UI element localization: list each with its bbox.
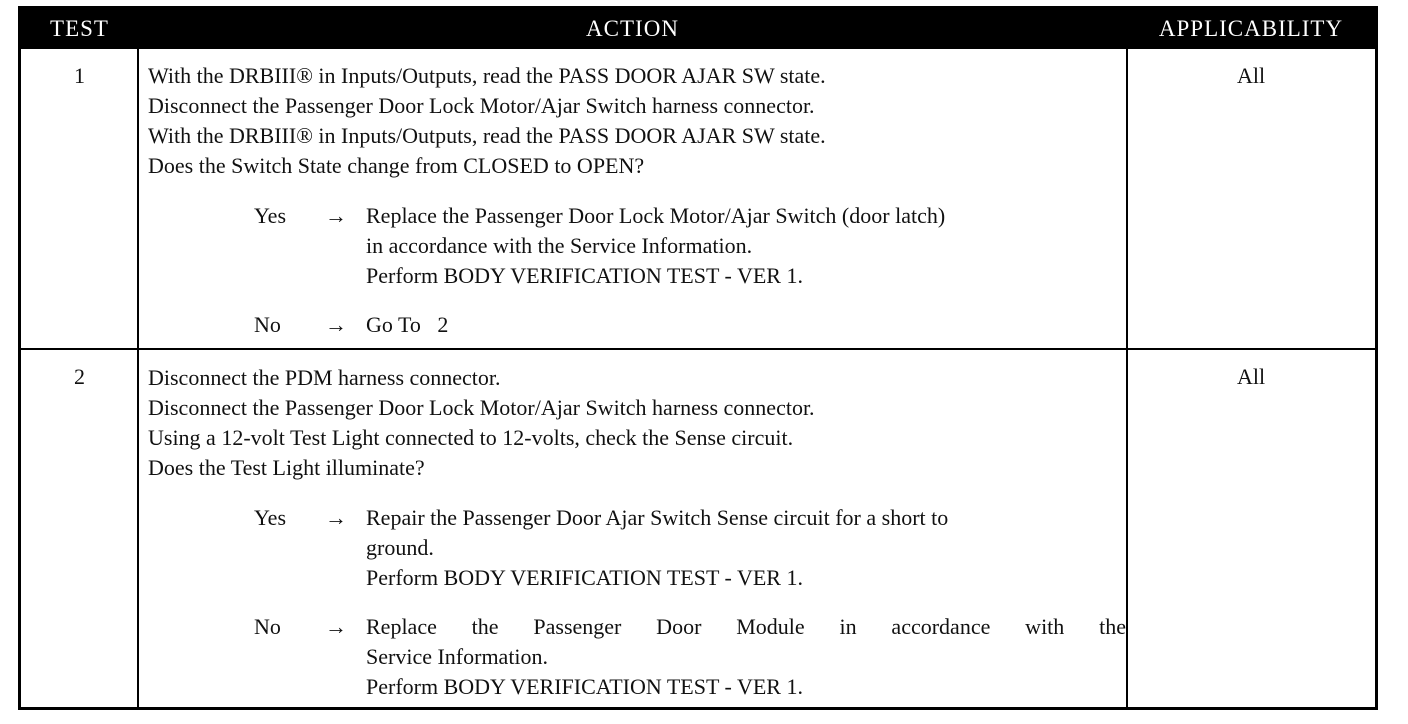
diagnostic-test-table	[18, 6, 1378, 710]
outcome-line: Go To 2	[366, 312, 449, 337]
arrow-icon: →	[325, 312, 347, 337]
outcome-line: Replace the Passenger Door Lock Motor/Ajar Switch (door latch)	[366, 203, 946, 228]
outcome-line: ground.	[366, 535, 434, 560]
arrow-icon: →	[325, 203, 347, 228]
outcome-text	[366, 612, 1126, 702]
action-step: Does the Test Light illuminate?	[148, 455, 425, 480]
outcome-line: Replace the Passenger Door Module in accordance with the	[366, 614, 1126, 639]
outcome-label: Yes	[254, 505, 287, 530]
header-action: ACTION	[586, 16, 679, 41]
outcome-line: Perform BODY VERIFICATION TEST - VER 1.	[366, 263, 803, 288]
outcome-line: in accordance with the Service Information.	[366, 233, 753, 258]
outcome-text	[366, 310, 1126, 340]
action-step: Does the Switch State change from CLOSED to OPEN?	[148, 153, 645, 178]
test-number: 2	[74, 364, 85, 389]
action-step: With the DRBIII® in Inputs/Outputs, read the PASS DOOR AJAR SW state.	[148, 63, 826, 88]
header-test: TEST	[50, 16, 109, 41]
outcome-line: Perform BODY VERIFICATION TEST - VER 1.	[366, 565, 803, 590]
applicability-value: All	[1236, 364, 1266, 389]
applicability-value: All	[1236, 63, 1266, 88]
table-header	[21, 9, 1375, 49]
action-step: Using a 12-volt Test Light connected to 12-volts, check the Sense circuit.	[148, 425, 794, 450]
outcome-text	[366, 201, 1126, 291]
outcome-line: Perform BODY VERIFICATION TEST - VER 1.	[366, 674, 803, 699]
action-step: Disconnect the PDM harness connector.	[148, 365, 501, 390]
action-step: Disconnect the Passenger Door Lock Motor/Ajar Switch harness connector.	[148, 93, 815, 118]
row-divider	[21, 348, 1375, 350]
outcome-line: Repair the Passenger Door Ajar Switch Sense circuit for a short to	[366, 505, 949, 530]
action-step: Disconnect the Passenger Door Lock Motor/Ajar Switch harness connector.	[148, 395, 815, 420]
outcome-label: No	[254, 614, 281, 639]
action-step: With the DRBIII® in Inputs/Outputs, read the PASS DOOR AJAR SW state.	[148, 123, 826, 148]
outcome-line: Service Information.	[366, 644, 549, 669]
test-number: 1	[74, 63, 85, 88]
arrow-icon: →	[325, 614, 347, 639]
action-steps	[148, 61, 1123, 181]
outcome-text	[366, 503, 1126, 593]
arrow-icon: →	[325, 505, 347, 530]
outcome-label: Yes	[254, 203, 287, 228]
header-applicability: APPLICABILITY	[1158, 16, 1344, 41]
outcome-label: No	[254, 312, 281, 337]
action-steps	[148, 363, 1123, 483]
